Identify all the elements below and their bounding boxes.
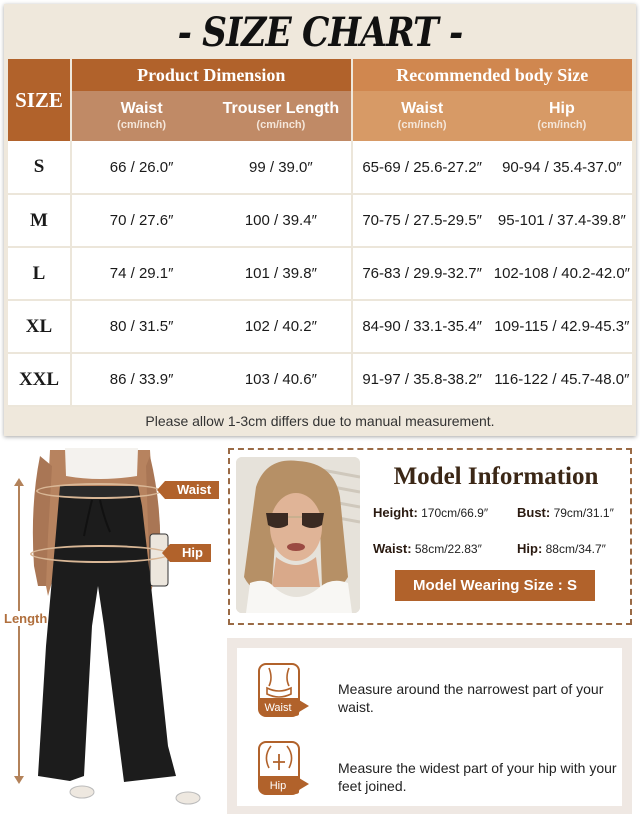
trouser-length-value: 102 / 40.2″ xyxy=(211,300,351,353)
table-row-m xyxy=(8,194,632,247)
table-row-xl xyxy=(8,300,632,353)
size-table xyxy=(8,59,632,407)
body-waist-value: 76-83 / 29.9-32.7″ xyxy=(352,247,492,300)
arrow-down-icon xyxy=(14,776,24,784)
body-hip-value: 109-115 / 42.9-45.3″ xyxy=(492,300,632,353)
hip-measure-icon xyxy=(257,740,303,796)
table-row-s xyxy=(8,141,632,194)
product-waist-value: 70 / 27.6″ xyxy=(71,194,211,247)
body-hip-value: 95-101 / 37.4-39.8″ xyxy=(492,194,632,247)
header-body-waist: Waist (cm/inch) xyxy=(352,91,492,141)
hip-tag: Hip xyxy=(170,544,211,562)
size-label: S xyxy=(8,141,71,194)
body-waist-value: 91-97 / 35.8-38.2″ xyxy=(352,353,492,406)
waist-tag: Waist xyxy=(165,481,219,499)
body-hip-value: 90-94 / 35.4-37.0″ xyxy=(492,141,632,194)
body-waist-value: 65-69 / 25.6-27.2″ xyxy=(352,141,492,194)
size-chart-card xyxy=(4,4,636,436)
product-waist-value: 74 / 29.1″ xyxy=(71,247,211,300)
waist-measure-ring xyxy=(36,483,162,499)
hip-measure-ring xyxy=(30,545,170,563)
measurement-note: Please allow 1-3cm differs due to manual measurement. xyxy=(145,413,495,429)
pants-illustration xyxy=(0,446,225,818)
trouser-length-value: 101 / 39.8″ xyxy=(211,247,351,300)
model-wearing-size-badge: Model Wearing Size : S xyxy=(395,570,595,601)
hip-measure-instruction: Measure the widest part of your hip with your feet joined. xyxy=(338,760,617,794)
trouser-length-value: 103 / 40.6″ xyxy=(211,353,351,406)
header-recommended-body-size: Recommended body Size xyxy=(352,59,633,91)
body-waist-value: 84-90 / 33.1-35.4″ xyxy=(352,300,492,353)
model-hip: Hip: 88cm/34.7″ xyxy=(517,541,606,556)
waist-measure-icon xyxy=(257,662,303,718)
product-waist-value: 80 / 31.5″ xyxy=(71,300,211,353)
size-label: XXL xyxy=(8,353,71,406)
waist-measure-instruction: Measure around the narrowest part of your waist. xyxy=(338,681,604,715)
model-portrait xyxy=(236,457,360,613)
model-info-title: Model Information xyxy=(393,463,599,490)
product-waist-value: 86 / 33.9″ xyxy=(71,353,211,406)
body-hip-value: 116-122 / 45.7-48.0″ xyxy=(492,353,632,406)
header-trouser-length: Trouser Length (cm/inch) xyxy=(211,91,351,141)
header-size: SIZE xyxy=(8,59,71,141)
product-waist-value: 66 / 26.0″ xyxy=(71,141,211,194)
model-bust: Bust: 79cm/31.1″ xyxy=(517,505,614,520)
length-arrow xyxy=(18,484,20,778)
body-hip-value: 102-108 / 40.2-42.0″ xyxy=(492,247,632,300)
product-photo xyxy=(0,446,225,818)
size-label: XL xyxy=(8,300,71,353)
svg-text:Waist: Waist xyxy=(264,702,292,714)
model-height: Height: 170cm/66.9″ xyxy=(373,505,489,520)
table-row-l xyxy=(8,247,632,300)
header-product-waist: Waist (cm/inch) xyxy=(71,91,211,141)
header-body-hip: Hip (cm/inch) xyxy=(492,91,632,141)
body-waist-value: 70-75 / 27.5-29.5″ xyxy=(352,194,492,247)
trouser-length-value: 99 / 39.0″ xyxy=(211,141,351,194)
svg-text:Hip: Hip xyxy=(269,780,287,792)
trouser-length-value: 100 / 39.4″ xyxy=(211,194,351,247)
size-label: L xyxy=(8,247,71,300)
length-label: Length xyxy=(4,611,48,626)
table-row-xxl xyxy=(8,353,632,406)
model-waist: Waist: 58cm/22.83″ xyxy=(373,541,482,556)
header-product-dimension: Product Dimension xyxy=(71,59,352,91)
size-chart-title: - SIZE CHART - xyxy=(177,9,463,56)
size-label: M xyxy=(8,194,71,247)
model-photo xyxy=(236,457,360,613)
